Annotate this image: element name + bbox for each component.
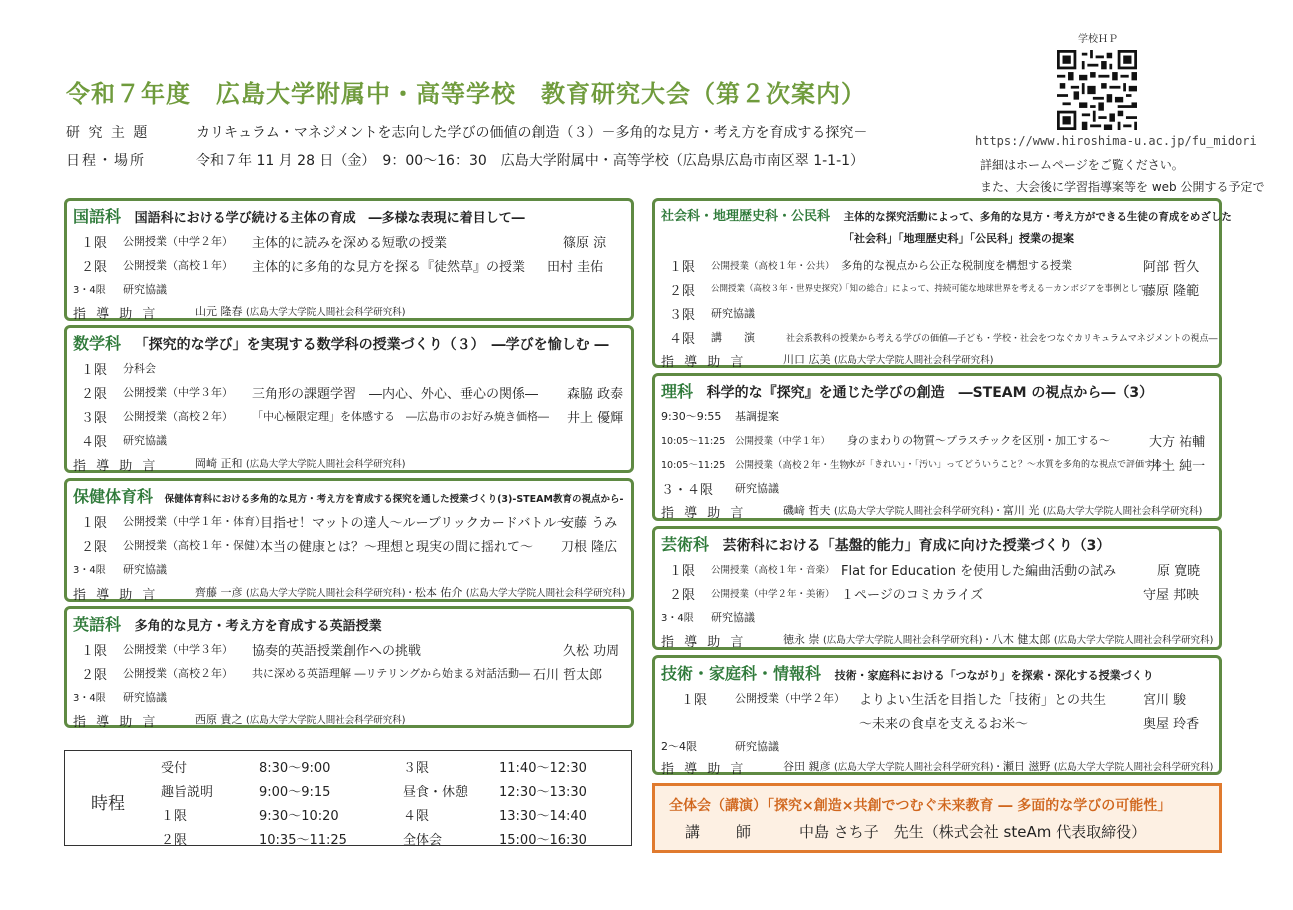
- timetable-label: 時程: [91, 794, 125, 814]
- hoken-header: [73, 484, 623, 507]
- schedule-text: 令和７年 11 月 28 日（金） 9：00～16：30 広島大学附属中・高等学校（広島県広島市南区翠 1-1-1）: [196, 153, 865, 169]
- rika-row-3-time: 10:05～11:25: [661, 460, 726, 471]
- gijutsu-advisor-name: 谷田 親彦: [783, 760, 831, 773]
- hoken-subject: 保健体育科: [73, 487, 154, 506]
- gijutsu-row-1-teacher: 宮川 駿: [1143, 693, 1187, 708]
- gijutsu-row-1-teacher-2: 奥屋 玲香: [1143, 717, 1200, 732]
- sugaku-row-3-title: 「中心極限定理」を体感する ―広島市のお好み焼き価格―: [252, 410, 549, 423]
- kokugo-row-2-period: ２限: [81, 260, 108, 275]
- gijutsu-row-1-period: １限: [681, 693, 708, 708]
- sugaku-row-1-type: 分科会: [123, 362, 156, 375]
- eigo-advisor-aff: (広島大学大学院人間社会科学研究科): [246, 715, 406, 726]
- eigo-row-2-type: 公開授業（高校２年）: [123, 667, 233, 680]
- sugaku-advisor-label: 指 導 助 言: [73, 459, 159, 474]
- sugaku-row-2-teacher: 森脇 政泰: [567, 387, 624, 402]
- geijutsu-advisor-aff: (広島大学大学院人間社会科学研究科)・: [823, 635, 992, 646]
- rika-advisor2-aff: (広島大学大学院人間社会科学研究科): [1042, 506, 1203, 517]
- rika-advisor: [783, 502, 1202, 518]
- sugaku-row-2-period: ２限: [81, 387, 108, 402]
- hoken-advisor2-aff: (広島大学大学院人間社会科学研究科): [465, 588, 626, 599]
- shakai-row-1-teacher: 阿部 哲久: [1143, 260, 1200, 275]
- rika-row-3-type: 公開授業（高校２年・生物）: [735, 460, 859, 471]
- timetable-item: 全体会: [403, 833, 443, 848]
- rika-advisor-name: 磯﨑 哲夫: [783, 504, 831, 517]
- shakai-row-3-type: 研究協議: [711, 307, 755, 320]
- shakai-header: [661, 205, 1232, 224]
- gijutsu-advisor-label: 指 導 助 言: [661, 762, 747, 777]
- timetable-item: １限: [161, 809, 188, 824]
- sugaku-row-2-type: 公開授業（中学３年）: [123, 386, 233, 399]
- eigo-subject: 英語科: [73, 615, 122, 634]
- shakai-advisor-label: 指 導 助 言: [661, 355, 747, 370]
- panel-sugaku: [64, 325, 634, 473]
- panel-gijutsu: [652, 655, 1222, 775]
- geijutsu-advisor-label: 指 導 助 言: [661, 635, 747, 650]
- rika-subject: 理科: [661, 382, 694, 401]
- timetable-item: ４限: [403, 809, 430, 824]
- gijutsu-row-2-type: 研究協議: [735, 740, 779, 753]
- rika-advisor-label: 指 導 助 言: [661, 506, 747, 521]
- timetable-item: 昼食・休憩: [403, 785, 469, 800]
- panel-eigo: [64, 606, 634, 728]
- shakai-advisor: [783, 351, 993, 367]
- sugaku-topic: 「探究的な学び」を実現する数学科の授業づくり（３） ―学びを愉しむ ―: [134, 337, 609, 353]
- geijutsu-row-1-teacher: 原 寛暁: [1157, 564, 1201, 579]
- timetable: [64, 750, 632, 846]
- timetable-item: 趣旨説明: [161, 785, 214, 800]
- timetable-item: ２限: [161, 833, 188, 848]
- timetable-time: 12:30～13:30: [499, 785, 587, 800]
- geijutsu-advisor-name: 徳永 崇: [783, 633, 820, 646]
- kokugo-row-1-title: 主体的に読みを深める短歌の授業: [252, 236, 448, 251]
- geijutsu-advisor: [783, 631, 1213, 647]
- school-url-link[interactable]: https://www.hiroshima-u.ac.jp/fu_midori: [975, 134, 1257, 148]
- kokugo-row-1: １限: [81, 236, 108, 251]
- kokugo-row-1-type: 公開授業（中学２年）: [123, 235, 233, 248]
- shakai-row-2-period: ２限: [669, 284, 696, 299]
- hoken-advisor-label: 指 導 助 言: [73, 588, 159, 603]
- geijutsu-advisor2-name: 八木 健太郎: [991, 633, 1051, 646]
- timetable-time: 10:35～11:25: [259, 833, 347, 848]
- eigo-row-3-type: 研究協議: [123, 691, 167, 704]
- kokugo-advisor-label: 指 導 助 言: [73, 307, 159, 322]
- hoken-row-2-type: 公開授業（高校１年・保健）: [123, 539, 266, 552]
- eigo-advisor-name: 西原 貴之: [195, 713, 243, 726]
- timetable-time: 8:30～9:00: [259, 761, 331, 776]
- rika-row-2-time: 10:05～11:25: [661, 436, 726, 447]
- theme-row: [66, 122, 867, 142]
- eigo-row-2-title: 共に深める英語理解 ―リテリングから始まる対話活動―: [252, 667, 531, 680]
- rika-row-3-teacher: 井上 純一: [1149, 459, 1206, 474]
- hoken-row-1-title: 目指せ！マットの達人～ルーブリックカードバトル～: [260, 516, 570, 531]
- theme-text: カリキュラム・マネジメントを志向した学びの価値の創造（３）－多角的な見方・考え方を育成する探究－: [196, 125, 868, 141]
- eigo-row-3-period: 3・4限: [73, 693, 106, 704]
- timetable-item: ３限: [403, 761, 430, 776]
- panel-rika: [652, 373, 1222, 521]
- hoken-advisor: [195, 584, 625, 600]
- sugaku-subject: 数学科: [73, 334, 122, 353]
- kokugo-row-3-type: 研究協議: [123, 283, 167, 296]
- geijutsu-topic: 芸術科における「基盤的能力」育成に向けた授業づくり（3）: [722, 538, 1111, 554]
- shakai-row-4-title: 社会系教科の授業から考える学びの価値―子ども・学校・社会をつなぐカリキュラムマネジメントの視点―: [786, 334, 1218, 344]
- rika-row-1-type: 基調提案: [735, 410, 779, 423]
- hoken-row-1-period: １限: [81, 516, 108, 531]
- geijutsu-row-2-period: ２限: [669, 588, 696, 603]
- hoken-advisor-aff: (広島大学大学院人間社会科学研究科)・: [246, 588, 415, 599]
- eigo-advisor-label: 指 導 助 言: [73, 715, 159, 730]
- eigo-row-1-title: 協奏的英語授業創作への挑戦: [252, 644, 422, 659]
- gijutsu-advisor2-aff: (広島大学大学院人間社会科学研究科): [1053, 762, 1214, 773]
- kokugo-row-2-title: 主体的に多角的な見方を探る『徒然草』の授業: [252, 260, 526, 275]
- rika-advisor2-name: 富川 光: [1002, 504, 1040, 517]
- hoken-row-3-period: 3・4限: [73, 565, 106, 576]
- hoken-row-2-title: 本当の健康とは？～理想と現実の間に揺れて～: [260, 540, 534, 555]
- gijutsu-row-1-type: 公開授業（中学２年）: [735, 692, 845, 705]
- kokugo-advisor-aff: (広島大学大学院人間社会科学研究科): [246, 307, 406, 318]
- gijutsu-topic: 技術・家庭科における「つながり」を探索・深化する授業づくり: [834, 669, 1154, 682]
- gijutsu-subject: 技術・家庭科・情報科: [661, 664, 822, 683]
- geijutsu-row-2-title: １ページのコミカライズ: [841, 588, 984, 603]
- note-publish: また、大会後に学習指導案等を web 公開する予定で: [980, 180, 1265, 194]
- shakai-advisor-aff: (広島大学大学院人間社会科学研究科): [834, 355, 994, 366]
- rika-advisor-aff: (広島大学大学院人間社会科学研究科)・: [834, 506, 1003, 517]
- kokugo-row-3-period: 3・4限: [73, 285, 106, 296]
- shakai-advisor-name: 川口 広美: [783, 353, 831, 366]
- gijutsu-advisor: [783, 758, 1213, 774]
- qr-label: 学校ＨＰ: [1078, 34, 1118, 45]
- eigo-row-1-period: １限: [81, 644, 108, 659]
- timetable-time: 9:30～10:20: [259, 809, 339, 824]
- eigo-topic: 多角的な見方・考え方を育成する英語授業: [134, 619, 382, 634]
- kokugo-advisor-name: 山元 隆春: [195, 305, 243, 318]
- kokugo-row-2-type: 公開授業（高校１年）: [123, 259, 233, 272]
- shakai-row-4-type: 講 演: [711, 331, 755, 344]
- gijutsu-advisor-aff: (広島大学大学院人間社会科学研究科)・: [834, 762, 1003, 773]
- sugaku-row-4-type: 研究協議: [123, 434, 167, 447]
- geijutsu-row-3-type: 研究協議: [711, 611, 755, 624]
- rika-header: [661, 379, 1153, 402]
- sugaku-row-3-type: 公開授業（高校２年）: [123, 410, 233, 423]
- sugaku-row-1-period: １限: [81, 363, 108, 378]
- gijutsu-advisor2-name: 瀬日 滋野: [1002, 760, 1051, 773]
- hoken-row-1-type: 公開授業（中学１年・体育）: [123, 515, 266, 528]
- panel-shakai: [652, 198, 1232, 370]
- plenary-lecturer: 中島 さち子 先生（株式会社 steAm 代表取締役）: [799, 823, 1147, 841]
- rika-row-2-title: 身のまわりの物質～プラスチックを区別・加工する～: [847, 434, 1111, 447]
- sugaku-advisor: [195, 455, 405, 471]
- eigo-header: [73, 612, 382, 635]
- eigo-row-2-teacher: 石川 哲太郎: [533, 668, 603, 683]
- panel-kokugo: [64, 198, 634, 321]
- timetable-item: 受付: [161, 761, 188, 776]
- hoken-row-1-teacher: 安藤 うみ: [561, 516, 618, 531]
- geijutsu-row-1-period: １限: [669, 564, 696, 579]
- geijutsu-subject: 芸術科: [661, 535, 710, 554]
- gijutsu-row-2-period: 2～4限: [661, 740, 697, 753]
- theme-label: 研 究 主 題: [66, 125, 150, 141]
- shakai-topic-2: 「社会科」「地理歴史科」「公民科」授業の提案: [843, 232, 1074, 245]
- hoken-advisor2-name: 松本 佑介: [414, 586, 463, 599]
- kokugo-advisor: [195, 303, 405, 319]
- panel-hoken: [64, 478, 634, 602]
- timetable-time: 9:00～9:15: [259, 785, 331, 800]
- kokugo-subject: 国語科: [73, 207, 122, 226]
- kokugo-header: [73, 204, 525, 227]
- sugaku-advisor-aff: (広島大学大学院人間社会科学研究科): [246, 459, 406, 470]
- hoken-row-3-type: 研究協議: [123, 563, 167, 576]
- plenary-lecturer-label: 講 師: [685, 823, 754, 841]
- geijutsu-header: [661, 532, 1110, 555]
- geijutsu-advisor2-aff: (広島大学大学院人間社会科学研究科): [1053, 635, 1214, 646]
- shakai-subject: 社会科・地理歴史科・公民科: [661, 209, 831, 224]
- schedule-label: 日程・場所: [66, 153, 146, 169]
- geijutsu-row-2-type: 公開授業（中学２年・美術）: [711, 589, 835, 600]
- rika-row-1-time: 9:30～9:55: [661, 410, 722, 423]
- sugaku-row-4-period: ４限: [81, 435, 108, 450]
- gijutsu-row-1-subtitle: ～未来の食卓を支えるお米～: [859, 717, 1029, 732]
- panel-geijutsu: [652, 526, 1222, 650]
- shakai-row-2-teacher: 藤原 隆範: [1143, 284, 1200, 299]
- shakai-row-1-period: １限: [669, 260, 696, 275]
- gijutsu-row-1-title: よりよい生活を目指した「技術」との共生: [859, 693, 1107, 708]
- sugaku-row-3-period: ３限: [81, 411, 108, 426]
- shakai-row-3-period: ３限: [669, 308, 696, 323]
- geijutsu-row-1-type: 公開授業（高校１年・音楽）: [711, 565, 835, 576]
- timetable-time: 11:40～12:30: [499, 761, 587, 776]
- rika-row-3-title: 水が「きれい」・「汚い」ってどういうこと？～水質を多角的な視点で評価する～: [847, 460, 1172, 470]
- sugaku-row-3-teacher: 井上 優輝: [567, 411, 624, 426]
- eigo-row-1-teacher: 久松 功周: [563, 644, 620, 659]
- note-details: 詳細はホームページをご覧ください。: [980, 158, 1184, 172]
- shakai-topic-1: 主体的な探究活動によって、多角的な見方・考え方ができる生徒の育成をめざした: [843, 211, 1232, 223]
- shakai-row-2-type: 公開授業（高校３年・世界史探究）: [711, 284, 848, 294]
- shakai-row-1-type: 公開授業（高校１年・公共）: [711, 261, 835, 272]
- hoken-advisor-name: 齊藤 一彦: [195, 586, 243, 599]
- gijutsu-header: [661, 661, 1154, 684]
- rika-topic: 科学的な『探究』を通じた学びの創造 ―STEAM の視点から―（3）: [706, 385, 1154, 401]
- geijutsu-row-3-period: 3・4限: [661, 613, 694, 624]
- kokugo-topic: 国語科における学び続ける主体の育成 ―多様な表現に着目して―: [134, 211, 525, 226]
- geijutsu-row-1-title: Flat for Education を使用した編曲活動の試み: [841, 564, 1117, 579]
- hoken-topic: 保健体育科における多角的な見方・考え方を育成する探究を通した授業づくり(3)-STEAM教育の視点から-: [164, 494, 624, 505]
- geijutsu-row-2-teacher: 守屋 邦映: [1143, 588, 1200, 603]
- rika-row-4-period: ３・４限: [661, 483, 714, 498]
- eigo-advisor: [195, 711, 405, 727]
- rika-row-2-type: 公開授業（中学１年）: [735, 436, 831, 447]
- plenary-title: 全体会（講演）「探究×創造×共創でつむぐ未来教育 ― 多面的な学びの可能性」: [669, 798, 1172, 814]
- eigo-row-2-period: ２限: [81, 668, 108, 683]
- kokugo-row-2-teacher: 田村 圭佑: [547, 260, 604, 275]
- kokugo-row-1-teacher: 篠原 涼: [563, 236, 607, 251]
- schedule-row: [66, 150, 864, 170]
- shakai-row-4-period: ４限: [669, 332, 696, 347]
- page-title: 令和７年度 広島大学附属中・高等学校 教育研究大会（第２次案内）: [66, 80, 866, 108]
- shakai-row-1-title: 多角的な視点から公正な税制度を構想する授業: [841, 259, 1072, 272]
- rika-row-4-type: 研究協議: [735, 482, 779, 495]
- sugaku-advisor-name: 岡崎 正和: [195, 457, 243, 470]
- plenary-session: [652, 783, 1222, 853]
- hoken-row-2-period: ２限: [81, 540, 108, 555]
- eigo-row-1-type: 公開授業（中学３年）: [123, 643, 233, 656]
- sugaku-header: [73, 331, 608, 354]
- hoken-row-2-teacher: 刀根 隆広: [561, 540, 618, 555]
- shakai-row-2-title: 「知の総合」によって、持続可能な地球世界を考える－カンボジアを事例として－: [841, 284, 1156, 294]
- sugaku-row-2-title: 三角形の課題学習 ―内心、外心、垂心の関係―: [252, 387, 539, 402]
- timetable-time: 15:00～16:30: [499, 833, 587, 848]
- timetable-time: 13:30～14:40: [499, 809, 587, 824]
- qr-code-icon[interactable]: [1057, 50, 1137, 130]
- rika-row-2-teacher: 大方 祐輔: [1149, 435, 1206, 450]
